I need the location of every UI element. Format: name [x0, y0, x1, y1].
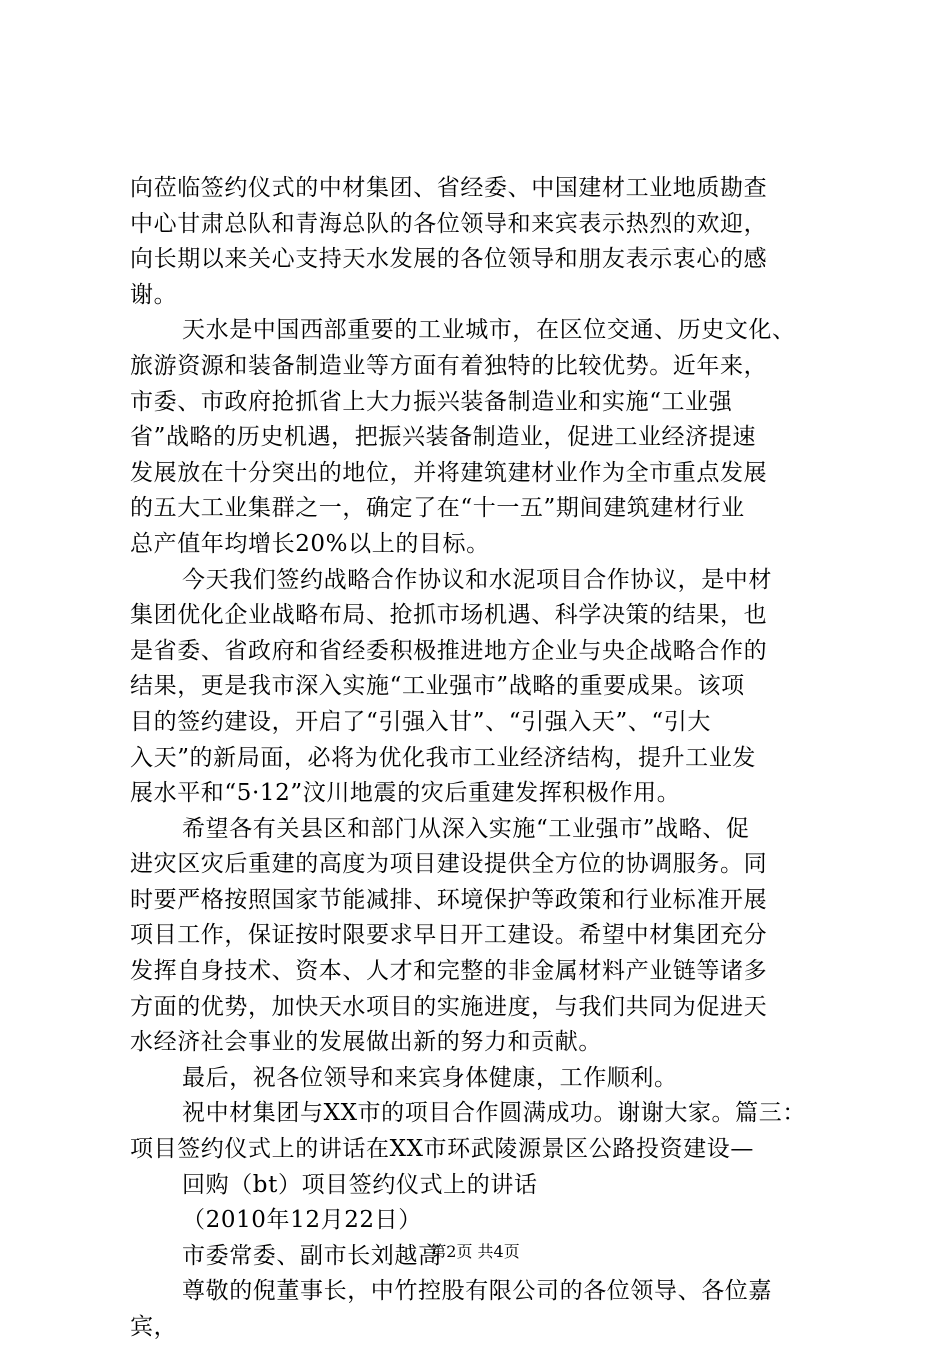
text-line: 发挥自身技术、资本、人才和完整的非金属材料产业链等诸多 — [130, 958, 768, 985]
text-line: 市委常委、副市长刘越高 — [182, 1242, 442, 1269]
text-line: 中心甘肃总队和青海总队的各位领导和来宾表示热烈的欢迎， — [130, 210, 768, 237]
text-line: 的五大工业集群之一，确定了在“十一五”期间建筑建材行业 — [130, 495, 745, 522]
text-line: 旅游资源和装备制造业等方面有着独特的比较优势。近年来， — [130, 352, 768, 379]
text-line: 目的签约建设，开启了“引强入甘”、“引强入天”、“引大 — [130, 708, 711, 735]
text-line: 向莅临签约仪式的中材集团、省经委、中国建材工业地质勘查 — [130, 175, 768, 201]
text-line: 展水平和“5·12”汶川地震的灾后重建发挥积极作用。 — [130, 780, 681, 807]
text-line: 方面的优势，加快天水项目的实施进度，与我们共同为促进天 — [130, 993, 768, 1020]
text-line: 省”战略的历史机遇，把振兴装备制造业，促进工业经济提速 — [130, 424, 756, 451]
text-line: 最后，祝各位领导和来宾身体健康，工作顺利。 — [182, 1064, 678, 1091]
text-line: 项目工作，保证按时限要求早日开工建设。希望中材集团充分 — [130, 922, 768, 949]
text-line: 发展放在十分突出的地位，并将建筑建材业作为全市重点发展 — [130, 459, 768, 486]
page-number-label: 第2页 共4页 — [430, 1242, 520, 1261]
text-line: 谢。 — [130, 281, 178, 308]
text-line: 市委、市政府抢抓省上大力振兴装备制造业和实施“工业强 — [130, 388, 733, 415]
text-line: 尊敬的倪董事长，中竹控股有限公司的各位领导、各位嘉 — [182, 1278, 772, 1305]
text-line: 希望各有关县区和部门从深入实施“工业强市”战略、促 — [182, 815, 750, 842]
text-line: 项目签约仪式上的讲话在XX市环武陵源景区公路投资建设— — [130, 1136, 754, 1163]
document-body — [130, 171, 830, 1346]
text-line: 今天我们签约战略合作协议和水泥项目合作协议，是中材 — [182, 566, 772, 593]
text-line: 回购（bt）项目签约仪式上的讲话 — [182, 1171, 538, 1198]
text-line: 时要严格按照国家节能减排、环境保护等政策和行业标准开展 — [130, 886, 768, 913]
text-line: 总产值年均增长20%以上的目标。 — [130, 530, 490, 557]
text-line: 集团优化企业战略布局、抢抓市场机遇、科学决策的结果，也 — [130, 602, 768, 629]
text-line: 是省委、省政府和省经委积极推进地方企业与央企战略合作的 — [130, 637, 768, 664]
text-line: 天水是中国西部重要的工业城市，在区位交通、历史文化、 — [182, 317, 796, 344]
text-line: 入天”的新局面，必将为优化我市工业经济结构，提升工业发 — [130, 744, 756, 771]
text-line: 水经济社会事业的发展做出新的努力和贡献。 — [130, 1029, 602, 1056]
text-line: 宾， — [130, 1314, 178, 1340]
page-footer — [0, 1241, 950, 1263]
text-line: 向长期以来关心支持天水发展的各位领导和朋友表示衷心的感 — [130, 246, 768, 273]
text-line: 结果，更是我市深入实施“工业强市”战略的重要成果。该项 — [130, 673, 745, 700]
text-line: 祝中材集团与XX市的项目合作圆满成功。谢谢大家。篇三： — [182, 1100, 806, 1127]
text-line: 进灾区灾后重建的高度为项目建设提供全方位的协调服务。同 — [130, 851, 768, 878]
text-line: （2010年12月22日） — [182, 1207, 422, 1234]
